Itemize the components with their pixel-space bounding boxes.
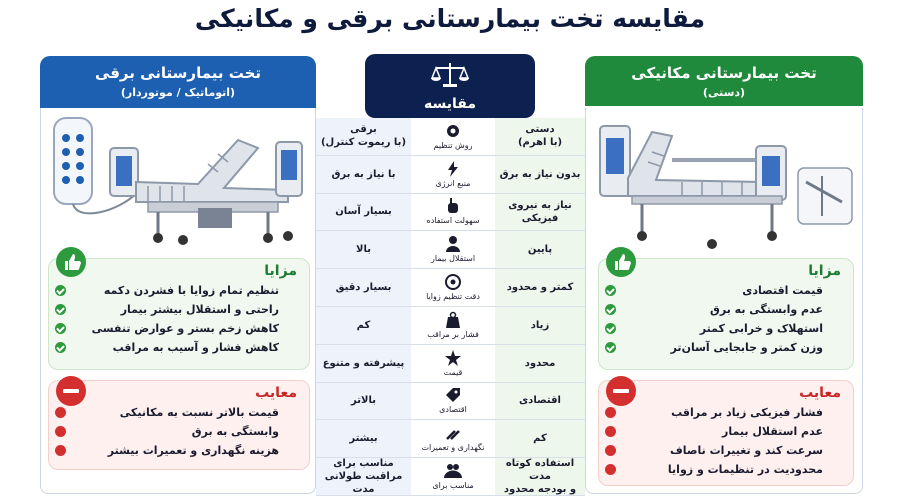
electric-value-cell xyxy=(316,194,411,232)
electric-pro-item xyxy=(49,281,299,300)
weight-icon xyxy=(444,311,462,329)
tag-icon xyxy=(444,386,462,404)
mechanical-pro-text: قیمت اقتصادی xyxy=(742,284,823,297)
hand-icon xyxy=(444,197,462,215)
bullet-icon xyxy=(55,445,66,456)
criterion-label: استقلال بیمار xyxy=(430,254,476,264)
electric-con-item xyxy=(49,441,299,460)
electric-con-text: قیمت بالاتر نسبت به مکانیکی xyxy=(119,406,279,419)
mechanical-pro-text: وزن کمتر و جابجایی آسان‌تر xyxy=(670,341,823,354)
criterion-label: سهولت استفاده xyxy=(426,216,480,226)
mechanical-pro-item xyxy=(599,300,843,319)
criteria-column xyxy=(411,118,495,496)
mechanical-value: بدون نیاز به برق xyxy=(499,168,581,180)
mechanical-value: استفاده کوتاه مدت و بودجه محدود xyxy=(503,458,577,496)
electric-value-cell xyxy=(316,269,411,307)
criterion-label: فشار بر مراقب xyxy=(427,329,479,339)
criterion-label: روش تنظیم xyxy=(433,140,473,150)
mechanical-value-cell xyxy=(495,307,585,345)
electric-pro-text: کاهش فشار و آسیب به مراقب xyxy=(112,341,279,354)
person-icon xyxy=(444,235,462,253)
minus-icon xyxy=(56,376,86,406)
mechanical-value-cell xyxy=(495,458,585,496)
criterion-label: نگهداری و تعمیرات xyxy=(421,443,485,453)
mechanical-value-cell xyxy=(495,118,585,156)
criterion-cell xyxy=(411,118,495,156)
mechanical-value: کم xyxy=(533,433,547,445)
electric-bed-image xyxy=(48,112,310,250)
mechanical-con-item xyxy=(599,460,843,479)
gear-icon xyxy=(444,122,462,140)
mechanical-con-text: فشار فیزیکی زیاد بر مراقب xyxy=(671,406,823,419)
mechanical-bed-subtitle: (دستی) xyxy=(702,86,746,99)
electric-value: برقی (با ریموت کنترل) xyxy=(320,124,407,149)
minus-icon xyxy=(606,376,636,406)
mechanical-value: کمتر و محدود xyxy=(506,282,574,294)
mechanical-bed-header xyxy=(585,56,863,106)
mechanical-con-item xyxy=(599,422,843,441)
mechanical-value-cell xyxy=(495,345,585,383)
mechanical-value-cell xyxy=(495,420,585,458)
mechanical-value: نیاز به نیروی فیزیکی xyxy=(508,199,572,224)
mechanical-pros-heading: مزایا xyxy=(808,263,841,279)
criterion-cell xyxy=(411,194,495,232)
electric-value: پیشرفته و متنوع xyxy=(322,357,405,369)
electric-value: بالا xyxy=(356,244,371,256)
electric-value-cell xyxy=(316,156,411,194)
check-icon xyxy=(605,304,616,315)
target-icon xyxy=(444,273,462,291)
comparison-heading: مقایسه xyxy=(424,96,476,112)
criterion-label: منبع انرژی xyxy=(435,178,471,188)
electric-bed-subtitle: (اتوماتیک / موتوردار) xyxy=(120,86,236,99)
electric-pros-box xyxy=(48,258,310,370)
mechanical-value: دستی (با اهرم) xyxy=(517,124,563,149)
electric-value-cell xyxy=(316,231,411,269)
electric-pros-heading: مزایا xyxy=(264,263,297,279)
electric-pro-text: راحتی و استقلال بیشتر بیمار xyxy=(120,303,279,316)
check-icon xyxy=(605,342,616,353)
criterion-cell xyxy=(411,156,495,194)
thumbs-up-icon xyxy=(56,247,86,277)
bullet-icon xyxy=(55,426,66,437)
criterion-cell xyxy=(411,420,495,458)
bullet-icon xyxy=(55,407,66,418)
electric-pro-item xyxy=(49,338,299,357)
mechanical-value-cell xyxy=(495,231,585,269)
check-icon xyxy=(605,285,616,296)
electric-cons-box xyxy=(48,380,310,470)
criterion-cell xyxy=(411,458,495,496)
electric-pro-item xyxy=(49,319,299,338)
star-icon xyxy=(444,349,462,367)
mechanical-value-cell xyxy=(495,156,585,194)
electric-cons-heading: معایب xyxy=(255,385,297,401)
electric-value-cell xyxy=(316,420,411,458)
electric-value-cell xyxy=(316,307,411,345)
criterion-cell xyxy=(411,231,495,269)
electric-con-item xyxy=(49,403,299,422)
bullet-icon xyxy=(605,464,616,475)
electric-pro-text: کاهش زخم بستر و عوارض تنفسی xyxy=(91,322,279,335)
criterion-cell xyxy=(411,269,495,307)
bullet-icon xyxy=(605,445,616,456)
electric-value: با نیاز به برق xyxy=(331,168,396,180)
mechanical-cons-heading: معایب xyxy=(799,385,841,401)
mechanical-value-cell xyxy=(495,194,585,232)
mechanical-bed-image xyxy=(592,112,856,250)
electric-bed-title: تخت بیمارستانی برقی xyxy=(94,64,262,82)
electric-value-cell xyxy=(316,345,411,383)
electric-value: بیشتر xyxy=(349,433,378,445)
mechanical-value-cell xyxy=(495,383,585,421)
mechanical-pros-box xyxy=(598,258,854,370)
comparison-header xyxy=(365,54,535,118)
mechanical-value: اقتصادی xyxy=(519,395,561,407)
thumbs-up-icon xyxy=(606,247,636,277)
criterion-cell xyxy=(411,345,495,383)
electric-value: بسیار دقیق xyxy=(335,282,392,294)
lightning-icon xyxy=(444,160,462,178)
electric-value: کم xyxy=(356,319,371,331)
electric-bed-header xyxy=(40,56,316,110)
criterion-label: اقتصادی xyxy=(439,405,467,415)
mechanical-bed-title: تخت بیمارستانی مکانیکی xyxy=(631,64,817,82)
mechanical-pro-item xyxy=(599,281,843,300)
check-icon xyxy=(605,323,616,334)
mechanical-value: محدود xyxy=(524,357,556,369)
mechanical-con-item xyxy=(599,441,843,460)
check-icon xyxy=(55,342,66,353)
mechanical-pro-item xyxy=(599,338,843,357)
mechanical-con-text: سرعت کند و تغییرات ناصاف xyxy=(669,444,823,457)
people-icon xyxy=(444,462,462,480)
mechanical-column xyxy=(495,118,585,496)
mechanical-pro-item xyxy=(599,319,843,338)
electric-value-cell xyxy=(316,383,411,421)
bullet-icon xyxy=(605,407,616,418)
electric-value: بسیار آسان xyxy=(335,206,392,218)
electric-pro-text: تنظیم تمام زوایا با فشردن دکمه xyxy=(103,284,279,297)
mechanical-pro-text: استهلاک و خرابی کمتر xyxy=(699,322,823,335)
electric-con-item xyxy=(49,422,299,441)
electric-value: بالاتر xyxy=(351,395,376,407)
electric-value: مناسب برای مراقبت طولانی مدت xyxy=(324,458,403,496)
electric-con-text: وابستگی به برق xyxy=(191,425,279,438)
criterion-cell xyxy=(411,307,495,345)
mechanical-value: پایین xyxy=(527,244,553,256)
check-icon xyxy=(55,285,66,296)
electric-value-cell xyxy=(316,458,411,496)
mechanical-con-text: محدودیت در تنظیمات و زوایا xyxy=(667,463,823,476)
electric-value-cell xyxy=(316,118,411,156)
criterion-cell xyxy=(411,383,495,421)
check-icon xyxy=(55,304,66,315)
mechanical-value-cell xyxy=(495,269,585,307)
page-title: مقایسه تخت بیمارستانی برقی و مکانیکی xyxy=(194,4,706,33)
electric-pro-item xyxy=(49,300,299,319)
mechanical-con-text: عدم استقلال بیمار xyxy=(722,425,823,438)
check-icon xyxy=(55,323,66,334)
electric-column xyxy=(316,118,411,496)
mechanical-cons-box xyxy=(598,380,854,486)
electric-con-text: هزینه نگهداری و تعمیرات بیشتر xyxy=(107,444,279,457)
scale-icon xyxy=(430,60,470,88)
criterion-label: دقت تنظیم زوایا xyxy=(426,292,480,302)
criterion-label: قیمت xyxy=(443,367,463,377)
bullet-icon xyxy=(605,426,616,437)
mechanical-value: زیاد xyxy=(530,319,550,331)
wrench-icon xyxy=(444,424,462,442)
criterion-label: مناسب برای xyxy=(432,481,474,491)
mechanical-pro-text: عدم وابستگی به برق xyxy=(710,303,823,316)
